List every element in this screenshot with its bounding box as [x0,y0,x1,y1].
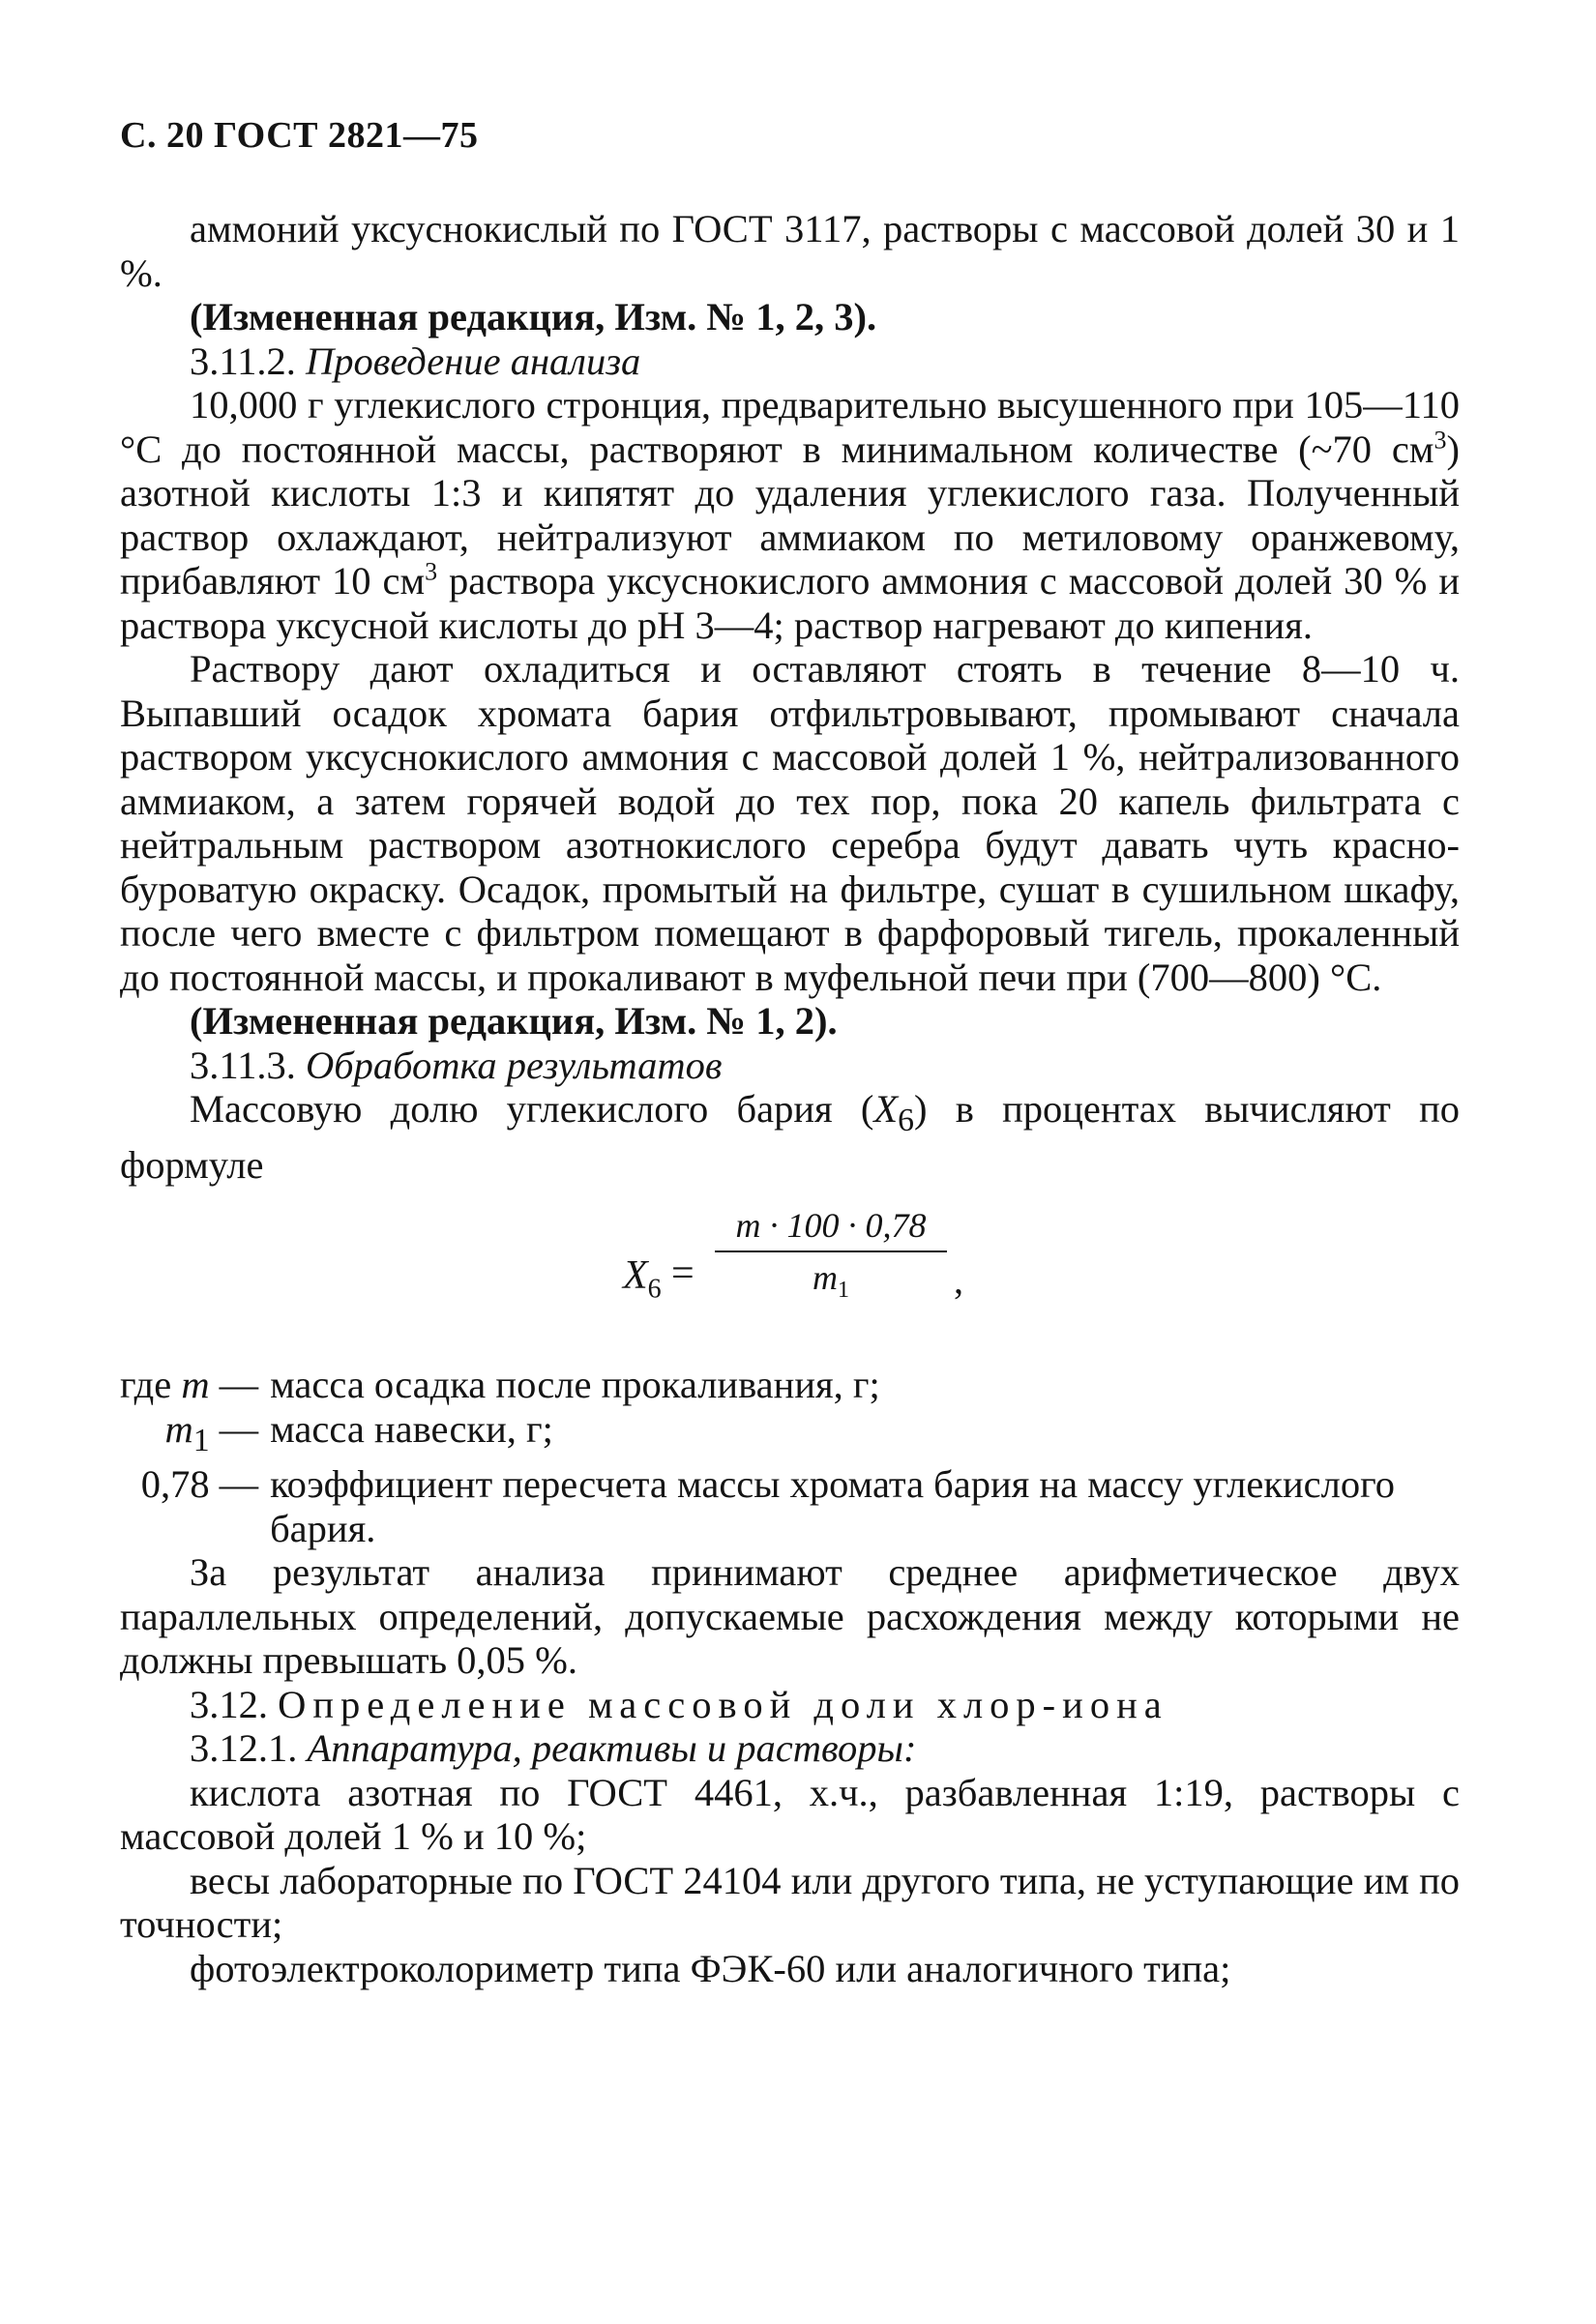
variable-x: X [873,1087,899,1131]
legend-row [120,1462,1460,1550]
formula-comma: , [954,1258,963,1303]
legend-dash: — [219,1406,259,1451]
formula-fraction [715,1204,947,1315]
paragraph-nitric-acid: кислота азотная по ГОСТ 4461, х.ч., разбавленная 1:19, растворы с массовой долей 1 % и 10 %; [120,1770,1460,1859]
section-3-11-2-heading [120,339,1460,384]
formula-equals: = [671,1251,695,1297]
procedure-text-c: раствора уксуснокислого аммония с массовой долей 30 % и раствора уксусной кислоты до pH 3—4; раствор нагревают до кипения. [120,559,1460,647]
legend-dash: — [219,1363,259,1407]
section-title: Обработка результатов [306,1043,723,1087]
formula-numerator: m · 100 · 0,78 [715,1204,947,1252]
formula-intro-text-b: ) в процентах вычисляют по формуле [120,1087,1460,1187]
variable-legend [120,1363,1460,1550]
superscript-3: 3 [1433,426,1447,454]
legend-row [120,1363,1460,1407]
paragraph-reagent-ammonium-acetate: аммоний уксуснокислый по ГОСТ 3117, растворы с массовой долей 30 и 1 %. [120,207,1460,295]
legend-row [120,1407,1460,1463]
variable-subscript: 6 [898,1103,915,1139]
legend-dash: — [219,1462,259,1507]
section-number: 3.12.1. [190,1726,298,1771]
legend-prefix: где [120,1363,172,1407]
paragraph-precipitation: Раствору дают охладиться и оставляют стоять в течение 8—10 ч. Выпавший осадок хромата бария отфильтровывают, промывают сначала раствором уксуснокислого аммония с массовой долей 1 %, нейтрализованного аммиаком, а затем горячей водой до тех пор, пока 20 капель фильтрата с нейтральным раствором азотнокислого серебра будут давать чуть красно-буроватую окраску. Осадок, промытый на фильтре, сушат в сушильном шкафу, после чего вместе с фильтром помещают в фарфоровый тигель, прокаленный до постоянной массы, и прокаливают в муфельной печи при (700—800) °С. [120,647,1460,999]
page-header: С. 20 ГОСТ 2821—75 [120,115,479,156]
superscript-3: 3 [425,557,438,586]
formula-barium-carbonate [120,1204,1460,1349]
revision-note-2: (Измененная редакция, Изм. № 1, 2). [190,999,838,1043]
section-3-12-heading [120,1683,1460,1727]
paragraph-procedure [120,383,1460,647]
procedure-text-a: 10,000 г углекислого стронция, предварительно высушенного при 105—110 °С до постоянной массы, растворяют в минимальном количестве (~70 см [120,383,1460,471]
paragraph-result: За результат анализа принимают среднее арифметическое двух параллельных определений, допускаемые расхождения между которыми не должны превышать 0,05 %. [120,1550,1460,1683]
document-body [120,207,1460,1990]
section-3-12-1-heading [120,1726,1460,1771]
section-title: Определение массовой доли хлор-иона [278,1682,1168,1726]
legend-symbol-subscript: 1 [192,1422,210,1458]
legend-symbol: 0,78 [140,1462,210,1507]
section-number: 3.12. [190,1682,268,1726]
legend-text: коэффициент пересчета массы хромата бария на массу углекислого бария. [270,1462,1395,1550]
procedure-text-b: ) азотной кислоты 1:3 и кипятят до удаления углекислого газа. Полученный раствор охлаждают, нейтрализуют аммиаком по метиловому оранжевому, прибавляют 10 см [120,427,1460,603]
formula-lhs: $X_6$ [623,1253,662,1305]
section-number: 3.11.3. [190,1043,296,1087]
paragraph-photocolorimeter: фотоэлектроколориметр типа ФЭК-60 или аналогичного типа; [190,1946,1231,1990]
section-number: 3.11.2. [190,338,296,383]
legend-symbol: m [164,1406,193,1451]
section-title: Аппаратура, реактивы и растворы: [307,1726,917,1771]
legend-symbol: m [181,1363,210,1407]
paragraph-scales: весы лабораторные по ГОСТ 24104 или другого типа, не уступающие им по точности; [120,1858,1460,1947]
revision-note-1: (Измененная редакция, Изм. № 1, 2, 3). [190,295,877,338]
formula-intro-text-a: Массовую долю углекислого бария ( [190,1087,874,1131]
section-title: Проведение анализа [306,338,641,383]
legend-text: масса осадка после прокаливания, г; [270,1363,880,1407]
paragraph-formula-intro [120,1087,1460,1187]
formula-denominator: $m_1$ [813,1258,849,1304]
legend-text: масса навески, г; [270,1406,553,1451]
section-3-11-3-heading [120,1044,1460,1088]
